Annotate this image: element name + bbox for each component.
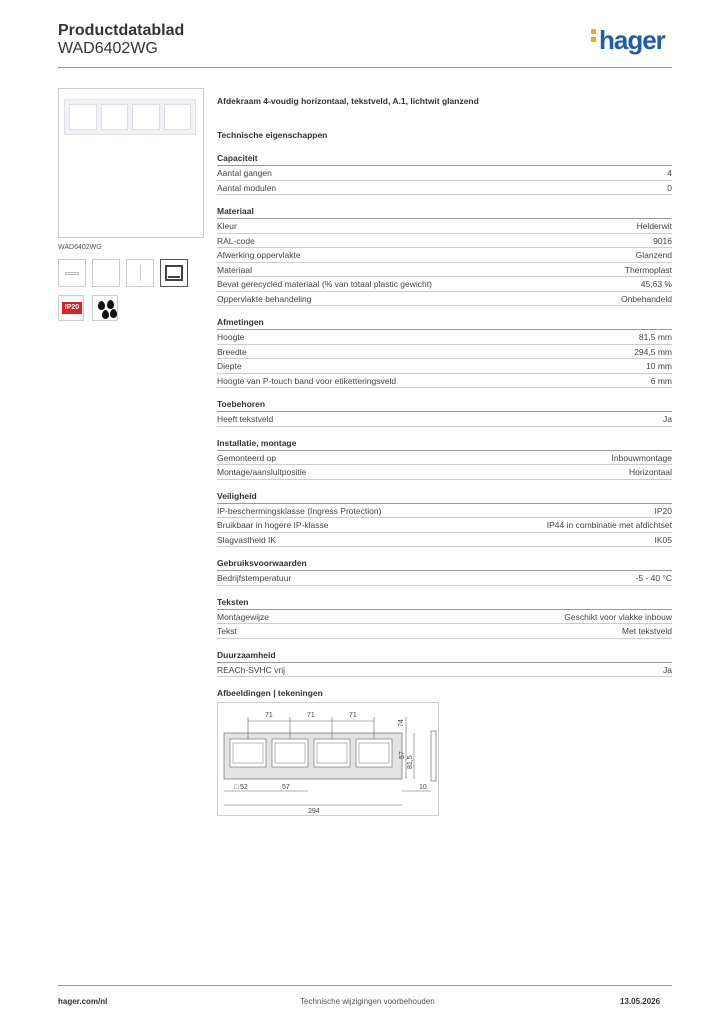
spec-value: Inbouwmontage [611,452,672,463]
spec-label: Afwerking oppervlakte [217,250,301,260]
spec-value: Geschikt voor vlakke inbouw [564,611,672,622]
spec-label: Oppervlakte behandeling [217,293,312,304]
spec-value: Horizontaal [629,467,672,477]
spec-row [217,219,672,234]
spec-row [217,277,672,292]
dim-square-1: □ [234,784,239,791]
dim-depth: 10 [419,784,427,791]
spec-row [217,465,672,480]
spec-row [217,263,672,278]
spec-section-title: Duurzaamheid [217,650,672,663]
spec-column [217,96,672,816]
spec-value: Met tekstveld [621,626,672,636]
thumbnail-strip [58,259,204,287]
spec-row [217,248,672,263]
spec-label: Kleur [217,221,237,231]
product-description: Afdekraam 4-voudig horizontaal, tekstveld, A.1, lichtwit glanzend [217,96,479,106]
spec-value: 294,5 mm [634,346,672,357]
spec-section [217,153,672,195]
spec-section-title: Toebehoren [217,399,672,412]
spec-section-title: Capaciteit [217,153,672,166]
spec-section [217,438,672,480]
spec-sections [217,153,672,677]
spec-row [217,533,672,548]
spec-value: 45,63 % [640,279,672,289]
dim-inner-w: 52 [240,784,248,791]
page-title: Productdatablad [58,22,185,39]
logo-dots-icon [591,29,597,45]
footer-date: 13.05.2026 [620,997,661,1006]
product-image-panel [58,88,204,321]
spec-row [217,610,672,625]
thumbnail-top-view[interactable] [126,259,154,287]
spec-section [217,491,672,548]
spec-label: Aantal modulen [217,182,277,193]
drawings-heading: Afbeeldingen | tekeningen [217,688,323,698]
spec-row [217,504,672,519]
spec-value: Glanzend [635,250,672,260]
spec-label: Gemonteerd op [217,452,277,463]
thumbnail-front-view[interactable] [58,259,86,287]
spec-value: IK05 [654,534,672,545]
footer-divider [58,985,672,986]
spec-label: Heeft tekstveld [217,414,274,424]
spec-value: 9016 [653,235,672,246]
spec-section-title: Installatie, montage [217,438,672,451]
spec-value: Thermoplast [624,264,672,275]
dimension-drawing[interactable] [217,702,439,816]
certification-icons [58,295,204,321]
spec-label: Slagvastheid IK [217,534,277,545]
spec-value: -5 - 40 °C [635,573,672,583]
spec-section [217,206,672,306]
spec-row [217,624,672,639]
spec-label: Bedrijfstemperatuur [217,573,292,583]
spec-section-title: Teksten [217,597,672,610]
spec-row [217,330,672,345]
spec-section [217,558,672,586]
spec-value: IP20 [654,505,672,516]
footer-website-link[interactable]: hager.com/nl [58,997,108,1006]
dim-total-h: 81,5 [407,755,414,769]
spec-value: Ja [663,414,672,424]
dim-offset: 57 [282,784,290,791]
spec-section-title: Materiaal [217,206,672,219]
spec-row [217,412,672,427]
product-image[interactable] [58,88,204,238]
dim-pitch-3: 71 [349,712,357,719]
ip-rating-icon: IP20 [58,295,84,321]
thumbnail-side-view[interactable] [92,259,120,287]
thumbnail-symbol-view[interactable] [160,259,188,287]
dim-pitch-1: 71 [265,712,273,719]
spec-value: 81,5 mm [638,332,672,342]
spec-label: RAL-code [217,235,255,246]
spec-label: Montagewijze [217,611,269,622]
spec-value: Helderwit [636,221,672,231]
spec-value: 4 [667,168,672,178]
spec-row [217,234,672,249]
header-divider [58,67,672,68]
dimension-drawing-svg [218,703,438,815]
spec-section [217,317,672,388]
spec-label: Montage/aansluitpositie [217,467,307,477]
spec-value: 10 mm [646,361,672,371]
spec-section [217,650,672,678]
product-image-label: WAD6402WG [58,244,102,251]
spec-row [217,663,672,678]
tech-properties-heading: Technische eigenschappen [217,130,328,140]
spec-label: IP-beschermingsklasse (Ingress Protection) [217,505,382,516]
spec-row [217,518,672,533]
spec-row [217,345,672,360]
footer-disclaimer: Technische wijzigingen voorbehouden [300,997,435,1006]
product-code: WAD6402WG [58,40,158,57]
logo-text: hager [599,25,665,55]
hager-logo[interactable] [591,25,665,56]
spec-value: Ja [663,664,672,675]
spec-label: Materiaal [217,264,252,275]
dim-height-top: 74 [398,719,405,727]
spec-row [217,571,672,586]
spec-row [217,374,672,389]
spec-section-title: Gebruiksvoorwaarden [217,558,672,571]
spec-label: Breedte [217,346,247,357]
spec-label: Bevat gerecycled materiaal (% van totaal plastic gewicht) [217,279,432,289]
spec-value: Onbehandeld [620,293,672,304]
spec-label: Hoogte van P-touch band voor etiketteringsveld [217,375,397,386]
dim-total-w: 294 [308,808,320,815]
spec-label: Diepte [217,361,242,371]
spec-label: Bruikbaar in hogere IP-klasse [217,520,329,530]
spec-label: Aantal gangen [217,168,272,178]
spec-row [217,451,672,466]
spec-label: Hoogte [217,332,245,342]
spec-section [217,399,672,427]
spec-row [217,292,672,307]
spec-section-title: Veiligheid [217,491,672,504]
frame-illustration [64,99,196,135]
spec-section [217,597,672,639]
dim-pitch-2: 71 [307,712,315,719]
drip-protection-icon [92,295,118,321]
spec-value: 0 [667,182,672,193]
spec-row [217,181,672,196]
spec-value: IP44 in combinatie met afdichtset [546,520,672,530]
spec-row [217,359,672,374]
spec-label: REACh-SVHC vrij [217,664,286,675]
dim-inner-h: 57 [399,751,406,759]
spec-label: Tekst [217,626,237,636]
spec-section-title: Afmetingen [217,317,672,330]
spec-row [217,166,672,181]
spec-value: 6 mm [650,375,672,386]
